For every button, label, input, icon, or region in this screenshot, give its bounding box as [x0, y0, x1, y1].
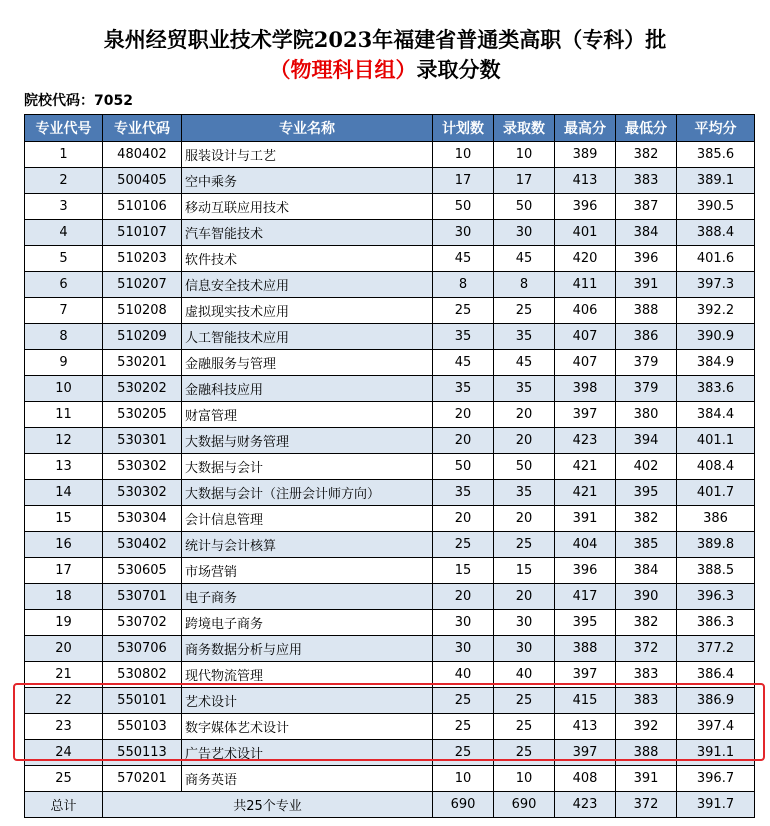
col-avg-score-cell: 401.7 [677, 480, 755, 506]
col-major-name-cell: 财富管理 [182, 402, 433, 428]
col-major-code-cell: 480402 [103, 142, 182, 168]
col-major-name-cell: 商务数据分析与应用 [182, 636, 433, 662]
col-max-score-cell: 413 [555, 714, 616, 740]
col-major-name-cell: 数字媒体艺术设计 [182, 714, 433, 740]
table-row [25, 272, 755, 298]
col-plan-cell: 45 [433, 350, 494, 376]
table-row [25, 740, 755, 766]
table-row [25, 532, 755, 558]
col-admitted-cell: 45 [494, 246, 555, 272]
col-max-score-cell: 396 [555, 194, 616, 220]
col-max-score-cell: 397 [555, 662, 616, 688]
col-max-score-cell: 413 [555, 168, 616, 194]
col-avg-score-cell: 397.3 [677, 272, 755, 298]
table-row [25, 636, 755, 662]
col-avg-score-cell: 385.6 [677, 142, 755, 168]
school-code-label: 院校代码： [24, 93, 94, 109]
col-major-code-cell: 510107 [103, 220, 182, 246]
col-admitted-cell: 25 [494, 298, 555, 324]
col-plan-header: 计划数 [433, 115, 494, 142]
col-major-name-cell: 空中乘务 [182, 168, 433, 194]
table-row [25, 142, 755, 168]
col-admitted-cell: 30 [494, 636, 555, 662]
col-min-score-cell: 380 [616, 402, 677, 428]
col-major-name-cell: 大数据与会计 [182, 454, 433, 480]
col-major-code-cell: 530202 [103, 376, 182, 402]
col-major-no-cell: 25 [25, 766, 103, 792]
col-admitted-cell: 10 [494, 142, 555, 168]
col-major-code-cell: 530201 [103, 350, 182, 376]
table-row [25, 506, 755, 532]
col-min-score-cell: 382 [616, 142, 677, 168]
subtitle-subject-group: （物理科目组） [269, 57, 417, 82]
table-row [25, 584, 755, 610]
col-major-no-cell: 1 [25, 142, 103, 168]
col-min-score-cell: 372 [616, 636, 677, 662]
col-avg-score-cell: 390.9 [677, 324, 755, 350]
col-max-score-cell: 421 [555, 480, 616, 506]
col-admitted-cell: 30 [494, 610, 555, 636]
col-max-score-cell: 396 [555, 558, 616, 584]
col-major-code-cell: 530301 [103, 428, 182, 454]
table-row [25, 402, 755, 428]
col-major-no-cell: 12 [25, 428, 103, 454]
col-major-code-cell: 530302 [103, 480, 182, 506]
col-admitted-cell: 40 [494, 662, 555, 688]
col-admitted-cell: 50 [494, 194, 555, 220]
col-major-no-cell: 19 [25, 610, 103, 636]
col-major-name-cell: 大数据与财务管理 [182, 428, 433, 454]
col-plan-cell: 45 [433, 246, 494, 272]
col-major-name-cell: 统计与会计核算 [182, 532, 433, 558]
col-major-no-cell: 21 [25, 662, 103, 688]
col-major-no-cell: 2 [25, 168, 103, 194]
school-code [24, 90, 133, 110]
col-min-score-cell: 391 [616, 272, 677, 298]
col-plan-cell: 25 [433, 298, 494, 324]
table-row [25, 298, 755, 324]
table-row [25, 168, 755, 194]
col-plan-cell: 30 [433, 610, 494, 636]
col-avg-score-header: 平均分 [677, 115, 755, 142]
col-admitted-cell: 25 [494, 688, 555, 714]
col-major-name-cell: 软件技术 [182, 246, 433, 272]
col-min-score-cell: 387 [616, 194, 677, 220]
col-plan-cell: 25 [433, 714, 494, 740]
col-min-score-cell: 384 [616, 220, 677, 246]
col-admitted-cell: 15 [494, 558, 555, 584]
col-min-score-cell: 395 [616, 480, 677, 506]
col-min-score-cell: 382 [616, 506, 677, 532]
col-plan-cell: 8 [433, 272, 494, 298]
col-major-name-cell: 跨境电子商务 [182, 610, 433, 636]
col-avg-score-cell: 392.2 [677, 298, 755, 324]
col-avg-score-cell: 386.9 [677, 688, 755, 714]
col-major-name-cell: 金融服务与管理 [182, 350, 433, 376]
col-max-score-cell: 388 [555, 636, 616, 662]
total-plan-cell: 690 [433, 792, 494, 818]
col-avg-score-cell: 388.4 [677, 220, 755, 246]
col-plan-cell: 10 [433, 142, 494, 168]
col-avg-score-cell: 383.6 [677, 376, 755, 402]
col-max-score-cell: 395 [555, 610, 616, 636]
total-avg-score-cell: 391.7 [677, 792, 755, 818]
table-row [25, 194, 755, 220]
col-avg-score-cell: 401.1 [677, 428, 755, 454]
col-major-code-cell: 530402 [103, 532, 182, 558]
col-max-score-cell: 415 [555, 688, 616, 714]
col-avg-score-cell: 396.7 [677, 766, 755, 792]
col-major-code-cell: 510208 [103, 298, 182, 324]
col-admitted-cell: 8 [494, 272, 555, 298]
col-max-score-cell: 411 [555, 272, 616, 298]
col-major-no-cell: 7 [25, 298, 103, 324]
col-major-name-cell: 移动互联应用技术 [182, 194, 433, 220]
col-admitted-cell: 20 [494, 402, 555, 428]
col-max-score-cell: 423 [555, 428, 616, 454]
col-max-score-cell: 421 [555, 454, 616, 480]
col-min-score-cell: 402 [616, 454, 677, 480]
col-plan-cell: 25 [433, 532, 494, 558]
col-major-code-cell: 550101 [103, 688, 182, 714]
total-row [25, 792, 755, 818]
col-max-score-cell: 397 [555, 402, 616, 428]
col-plan-cell: 20 [433, 428, 494, 454]
table-row [25, 220, 755, 246]
admission-score-table [24, 114, 755, 818]
col-admitted-cell: 20 [494, 506, 555, 532]
col-avg-score-cell: 389.8 [677, 532, 755, 558]
col-avg-score-cell: 408.4 [677, 454, 755, 480]
subtitle-rest: 录取分数 [416, 57, 501, 82]
col-max-score-cell: 398 [555, 376, 616, 402]
col-avg-score-cell: 388.5 [677, 558, 755, 584]
col-major-name-cell: 金融科技应用 [182, 376, 433, 402]
col-avg-score-cell: 386.3 [677, 610, 755, 636]
col-admitted-cell: 35 [494, 376, 555, 402]
table-row [25, 324, 755, 350]
col-major-code-cell: 550113 [103, 740, 182, 766]
col-min-score-cell: 388 [616, 298, 677, 324]
col-plan-cell: 50 [433, 454, 494, 480]
col-plan-cell: 20 [433, 584, 494, 610]
col-plan-cell: 10 [433, 766, 494, 792]
col-min-score-cell: 383 [616, 662, 677, 688]
col-major-name-cell: 服装设计与工艺 [182, 142, 433, 168]
col-min-score-cell: 396 [616, 246, 677, 272]
col-admitted-cell: 10 [494, 766, 555, 792]
col-plan-cell: 30 [433, 636, 494, 662]
col-major-name-cell: 商务英语 [182, 766, 433, 792]
col-major-name-cell: 大数据与会计（注册会计师方向） [182, 480, 433, 506]
col-admitted-cell: 50 [494, 454, 555, 480]
col-min-score-header: 最低分 [616, 115, 677, 142]
col-major-no-cell: 16 [25, 532, 103, 558]
col-major-code-cell: 530802 [103, 662, 182, 688]
col-major-no-cell: 22 [25, 688, 103, 714]
col-max-score-cell: 406 [555, 298, 616, 324]
col-admitted-cell: 25 [494, 740, 555, 766]
table-row [25, 454, 755, 480]
table-row [25, 610, 755, 636]
col-major-name-cell: 艺术设计 [182, 688, 433, 714]
col-major-name-cell: 信息安全技术应用 [182, 272, 433, 298]
col-max-score-cell: 404 [555, 532, 616, 558]
col-major-code-cell: 530702 [103, 610, 182, 636]
col-plan-cell: 20 [433, 506, 494, 532]
col-major-no-cell: 6 [25, 272, 103, 298]
col-min-score-cell: 392 [616, 714, 677, 740]
col-major-code-cell: 530304 [103, 506, 182, 532]
col-major-code-cell: 530706 [103, 636, 182, 662]
col-major-no-cell: 24 [25, 740, 103, 766]
col-admitted-header: 录取数 [494, 115, 555, 142]
col-min-score-cell: 379 [616, 350, 677, 376]
col-plan-cell: 35 [433, 324, 494, 350]
col-plan-cell: 25 [433, 688, 494, 714]
col-min-score-cell: 394 [616, 428, 677, 454]
col-major-no-cell: 18 [25, 584, 103, 610]
col-admitted-cell: 25 [494, 532, 555, 558]
col-major-code-cell: 530302 [103, 454, 182, 480]
col-max-score-cell: 397 [555, 740, 616, 766]
table-body [25, 142, 755, 818]
col-plan-cell: 50 [433, 194, 494, 220]
col-min-score-cell: 383 [616, 168, 677, 194]
col-avg-score-cell: 386.4 [677, 662, 755, 688]
col-avg-score-cell: 384.9 [677, 350, 755, 376]
col-major-name-header: 专业名称 [182, 115, 433, 142]
table-row [25, 376, 755, 402]
col-major-no-cell: 11 [25, 402, 103, 428]
col-avg-score-cell: 401.6 [677, 246, 755, 272]
col-plan-cell: 17 [433, 168, 494, 194]
col-plan-cell: 25 [433, 740, 494, 766]
col-major-code-cell: 530701 [103, 584, 182, 610]
col-min-score-cell: 379 [616, 376, 677, 402]
page-subtitle [0, 56, 770, 84]
col-max-score-cell: 401 [555, 220, 616, 246]
col-min-score-cell: 385 [616, 532, 677, 558]
col-major-code-cell: 500405 [103, 168, 182, 194]
col-min-score-cell: 382 [616, 610, 677, 636]
school-code-value: 7052 [94, 93, 133, 109]
col-major-no-cell: 8 [25, 324, 103, 350]
table-row [25, 714, 755, 740]
col-avg-score-cell: 377.2 [677, 636, 755, 662]
col-avg-score-cell: 386 [677, 506, 755, 532]
col-major-name-cell: 广告艺术设计 [182, 740, 433, 766]
col-major-no-cell: 13 [25, 454, 103, 480]
col-major-code-cell: 550103 [103, 714, 182, 740]
col-max-score-cell: 391 [555, 506, 616, 532]
col-max-score-cell: 389 [555, 142, 616, 168]
col-max-score-cell: 417 [555, 584, 616, 610]
col-admitted-cell: 45 [494, 350, 555, 376]
col-major-no-cell: 20 [25, 636, 103, 662]
total-label-cell: 总计 [25, 792, 103, 818]
col-min-score-cell: 384 [616, 558, 677, 584]
col-max-score-cell: 420 [555, 246, 616, 272]
col-plan-cell: 15 [433, 558, 494, 584]
col-max-score-cell: 407 [555, 324, 616, 350]
col-plan-cell: 40 [433, 662, 494, 688]
col-min-score-cell: 391 [616, 766, 677, 792]
col-major-no-cell: 10 [25, 376, 103, 402]
col-major-name-cell: 市场营销 [182, 558, 433, 584]
col-admitted-cell: 17 [494, 168, 555, 194]
col-avg-score-cell: 397.4 [677, 714, 755, 740]
col-max-score-cell: 408 [555, 766, 616, 792]
col-major-no-cell: 14 [25, 480, 103, 506]
col-max-score-cell: 407 [555, 350, 616, 376]
col-major-code-cell: 530605 [103, 558, 182, 584]
col-avg-score-cell: 389.1 [677, 168, 755, 194]
col-major-name-cell: 汽车智能技术 [182, 220, 433, 246]
table-row [25, 246, 755, 272]
col-avg-score-cell: 396.3 [677, 584, 755, 610]
col-major-code-cell: 510209 [103, 324, 182, 350]
col-major-no-cell: 17 [25, 558, 103, 584]
total-major-count-cell: 共25个专业 [103, 792, 433, 818]
table-row [25, 766, 755, 792]
table-row [25, 480, 755, 506]
col-admitted-cell: 25 [494, 714, 555, 740]
col-major-code-cell: 510207 [103, 272, 182, 298]
col-major-code-cell: 510203 [103, 246, 182, 272]
col-major-name-cell: 现代物流管理 [182, 662, 433, 688]
col-major-no-cell: 3 [25, 194, 103, 220]
col-admitted-cell: 20 [494, 584, 555, 610]
col-major-name-cell: 人工智能技术应用 [182, 324, 433, 350]
col-major-no-cell: 5 [25, 246, 103, 272]
table-row [25, 662, 755, 688]
page-title: 泉州经贸职业技术学院2023年福建省普通类高职（专科）批 [103, 27, 667, 52]
col-admitted-cell: 30 [494, 220, 555, 246]
col-major-name-cell: 会计信息管理 [182, 506, 433, 532]
total-min-score-cell: 372 [616, 792, 677, 818]
col-min-score-cell: 388 [616, 740, 677, 766]
table-row [25, 428, 755, 454]
col-admitted-cell: 20 [494, 428, 555, 454]
table-header-row [25, 115, 755, 142]
table-row [25, 350, 755, 376]
col-major-code-cell: 570201 [103, 766, 182, 792]
table-row [25, 688, 755, 714]
col-major-no-header: 专业代号 [25, 115, 103, 142]
col-plan-cell: 30 [433, 220, 494, 246]
col-major-no-cell: 15 [25, 506, 103, 532]
col-admitted-cell: 35 [494, 324, 555, 350]
col-major-no-cell: 4 [25, 220, 103, 246]
col-major-code-header: 专业代码 [103, 115, 182, 142]
col-plan-cell: 35 [433, 480, 494, 506]
col-major-code-cell: 530205 [103, 402, 182, 428]
col-avg-score-cell: 391.1 [677, 740, 755, 766]
total-max-score-cell: 423 [555, 792, 616, 818]
col-major-code-cell: 510106 [103, 194, 182, 220]
col-min-score-cell: 386 [616, 324, 677, 350]
col-avg-score-cell: 390.5 [677, 194, 755, 220]
col-min-score-cell: 383 [616, 688, 677, 714]
col-avg-score-cell: 384.4 [677, 402, 755, 428]
col-major-no-cell: 9 [25, 350, 103, 376]
col-major-name-cell: 电子商务 [182, 584, 433, 610]
total-admitted-cell: 690 [494, 792, 555, 818]
col-min-score-cell: 390 [616, 584, 677, 610]
col-plan-cell: 35 [433, 376, 494, 402]
table-row [25, 558, 755, 584]
col-major-no-cell: 23 [25, 714, 103, 740]
col-max-score-header: 最高分 [555, 115, 616, 142]
col-admitted-cell: 35 [494, 480, 555, 506]
col-plan-cell: 20 [433, 402, 494, 428]
col-major-name-cell: 虚拟现实技术应用 [182, 298, 433, 324]
